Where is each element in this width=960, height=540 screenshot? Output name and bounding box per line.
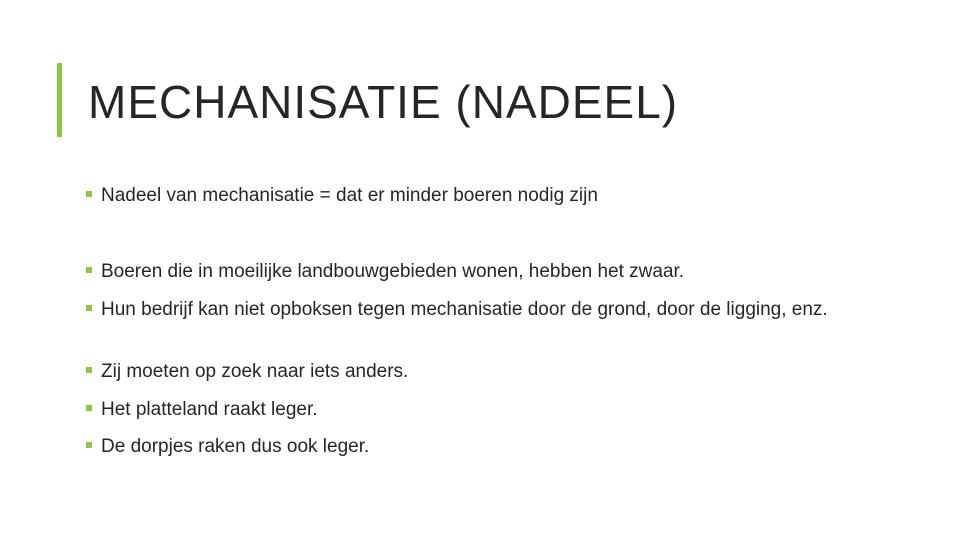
slide-title: MECHANISATIE (NADEEL)	[88, 76, 679, 128]
bullet-item	[86, 434, 846, 459]
bullet-item	[86, 297, 846, 322]
square-bullet-icon	[86, 405, 92, 411]
bullet-text: Nadeel van mechanisatie = dat er minder boeren nodig zijn	[101, 185, 598, 206]
bullet-text: Boeren die in moeilijke landbouwgebieden wonen, hebben het zwaar.	[101, 261, 685, 282]
bullet-item	[86, 359, 846, 384]
bullet-item	[86, 259, 846, 284]
title-accent-bar	[57, 63, 62, 137]
square-bullet-icon	[86, 367, 92, 373]
bullet-text: Het platteland raakt leger.	[101, 399, 318, 420]
bullet-text: Zij moeten op zoek naar iets anders.	[101, 361, 409, 382]
bullet-text: De dorpjes raken dus ook leger.	[101, 436, 370, 457]
square-bullet-icon	[86, 442, 92, 448]
bullet-item	[86, 397, 846, 422]
square-bullet-icon	[86, 191, 92, 197]
bullet-text: Hun bedrijf kan niet opboksen tegen mechanisatie door de grond, door de ligging, enz.	[101, 299, 828, 320]
square-bullet-icon	[86, 267, 92, 273]
square-bullet-icon	[86, 305, 92, 311]
bullet-item	[86, 183, 846, 208]
